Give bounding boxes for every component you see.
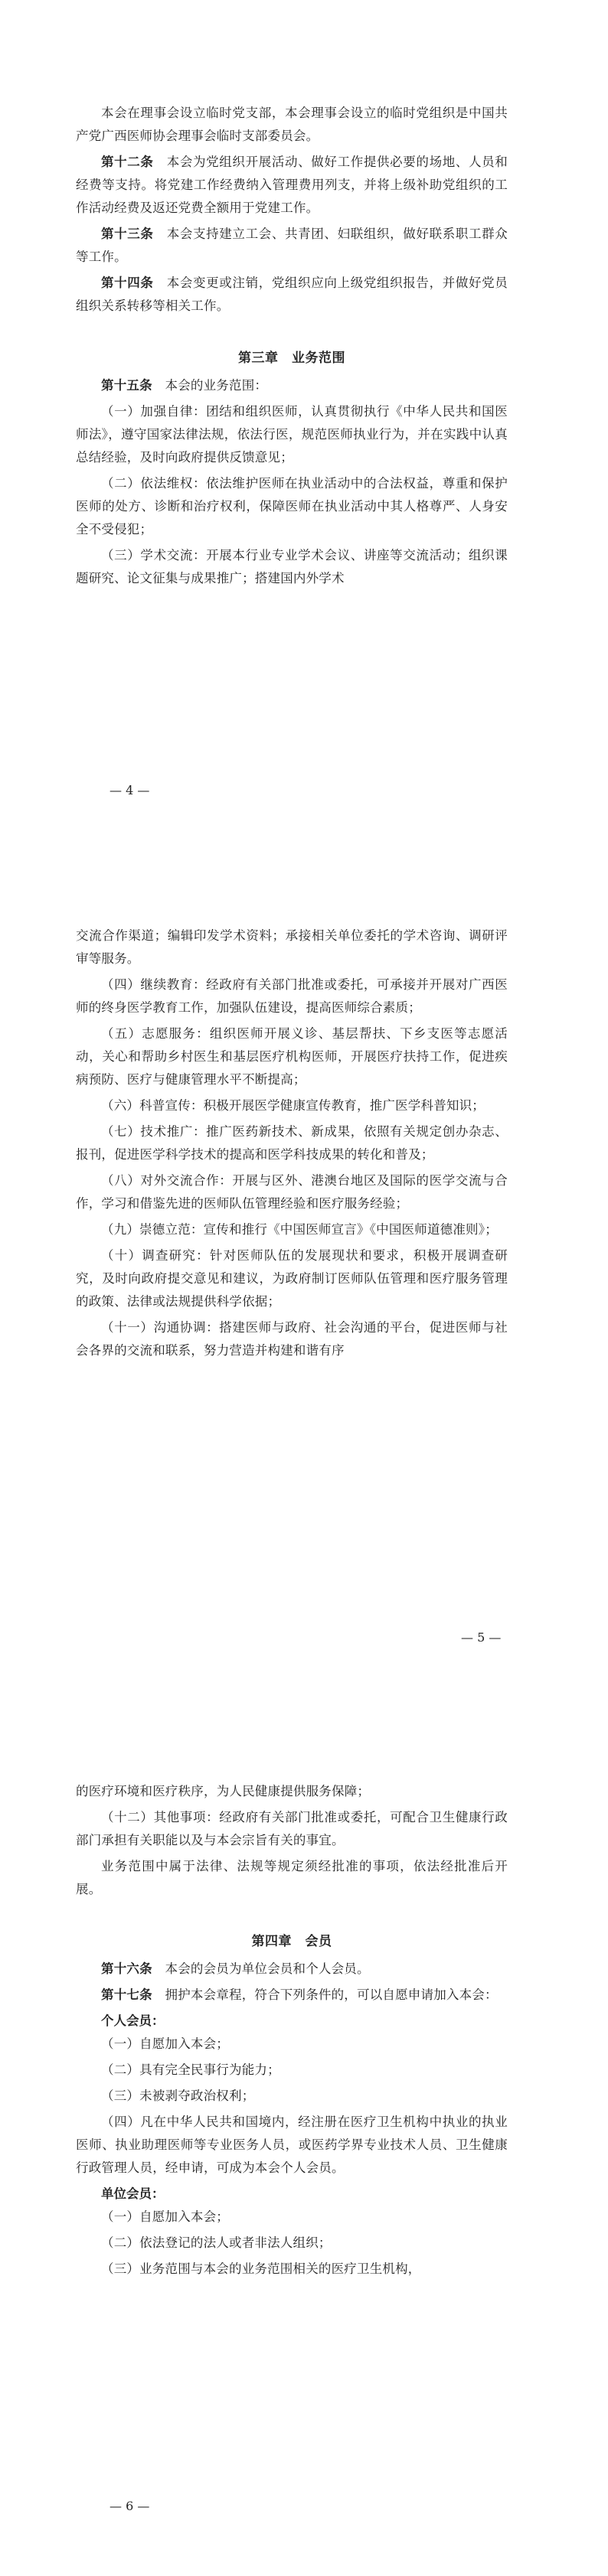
list-item	[76, 544, 508, 590]
paragraph-continued	[76, 1780, 508, 1803]
page-number: — 6 —	[110, 2499, 150, 2513]
paragraph-text: （八）对外交流合作：开展与区外、港澳台地区及国际的医学交流与合作，学习和借鉴先进的医师队伍管理经验和医疗服务经验；	[76, 1173, 508, 1211]
page-4-body	[76, 102, 508, 593]
chapter-heading: 第四章 会员	[251, 1934, 332, 1949]
paragraph-article-17	[76, 1984, 508, 2007]
list-item: （二）依法登记的法人或者非法人组织；	[101, 2235, 332, 2250]
paragraph-text: （一）加强自律：团结和组织医师，认真贯彻执行《中华人民共和国医师法》，遵守国家法律法规，依法行医，规范医师执业行为，并在实践中认真总结经验，及时向政府提供反馈意见；	[76, 404, 508, 465]
article-number: 第十五条	[101, 378, 152, 393]
list-item	[76, 1169, 508, 1215]
list-item	[76, 1022, 508, 1091]
article-number: 第十二条	[101, 155, 154, 169]
list-item	[76, 400, 508, 469]
paragraph-article-13	[76, 223, 508, 269]
list-item: （二）具有完全民事行为能力；	[101, 2062, 280, 2077]
paragraph-text: （六）科普宣传：积极开展医学健康宣传教育，推广医学科普知识；	[101, 1098, 485, 1113]
list-item	[76, 1094, 508, 1117]
paragraph-text: （三）学术交流：开展本行业专业学术会议、讲座等交流活动；组织课题研究、论文征集与成果推广；搭建国内外学术	[76, 548, 508, 585]
list-item	[76, 1806, 508, 1852]
list-item	[76, 1316, 508, 1362]
paragraph-text: （七）技术推广：推广医药新技术、新成果，依照有关规定创办杂志、报刊，促进医学科学技术的提高和医学科技成果的转化和普及；	[76, 1124, 508, 1162]
article-number: 第十六条	[101, 1961, 152, 1976]
paragraph-text: （十一）沟通协调：搭建医师与政府、社会沟通的平台，促进医师与社会各界的交流和联系，努力营造并构建和谐有序	[76, 1320, 508, 1358]
article-number: 第十三条	[101, 227, 154, 241]
paragraph-text: （九）崇德立范：宣传和推行《中国医师宣言》《中国医师道德准则》；	[101, 1222, 498, 1237]
page-6-body	[76, 1780, 508, 2284]
paragraph-text: （十）调查研究：针对医师队伍的发展现状和要求，积极开展调查研究，及时向政府提交意见和建议，为政府制订医师队伍管理和医疗服务管理的政策、法律或法规提供科学依据；	[76, 1248, 508, 1309]
paragraph-text: 拥护本会章程，符合下列条件的，可以自愿申请加入本会：	[152, 1987, 498, 2002]
paragraph-continued	[76, 924, 508, 970]
list-item	[76, 1120, 508, 1166]
document-page-5	[0, 859, 608, 1717]
list-item	[76, 472, 508, 541]
paragraph-text: 交流合作渠道；编辑印发学术资料；承接相关单位委托的学术咨询、调研评审等服务。	[76, 928, 508, 966]
list-item	[76, 973, 508, 1019]
document-page-4	[0, 0, 608, 859]
article-number: 第十四条	[101, 276, 154, 290]
list-item	[76, 1244, 508, 1313]
list-item: （三）未被剥夺政治权利；	[101, 2089, 255, 2103]
paragraph-article-12	[76, 151, 508, 220]
paragraph-text: 本会为党组织开展活动、做好工作提供必要的场地、人员和经费等支持。将党建工作经费纳入管理费用列支，并将上级补助党组织的工作活动经费及返还党费全额用于党建工作。	[76, 155, 508, 215]
page-number: — 5 —	[461, 1630, 502, 1645]
paragraph-text: 本会变更或注销，党组织应向上级党组织报告，并做好党员组织关系转移等相关工作。	[76, 276, 508, 313]
paragraph-text: 本会在理事会设立临时党支部，本会理事会设立的临时党组织是中国共产党广西医师协会理事会临时支部委员会。	[76, 106, 508, 143]
article-number: 第十七条	[101, 1987, 152, 2002]
paragraph-text: （四）继续教育：经政府有关部门批准或委托，可承接并开展对广西医师的终身医学教育工作，加强队伍建设，提高医师综合素质；	[76, 977, 508, 1015]
chapter-heading: 第三章 业务范围	[238, 351, 345, 366]
page-5-body	[76, 924, 508, 1365]
paragraph-article-16	[76, 1958, 508, 1981]
paragraph-article-14	[76, 272, 508, 318]
paragraph-text: 本会支持建立工会、共青团、妇联组织，做好联系职工群众等工作。	[76, 227, 508, 264]
paragraph-article-15	[76, 374, 508, 397]
list-item	[76, 1218, 508, 1241]
list-item: （一）自愿加入本会；	[101, 2036, 229, 2051]
list-item: （三）业务范围与本会的业务范围相关的医疗卫生机构，	[101, 2261, 421, 2276]
document-page-6	[0, 1717, 608, 2576]
paragraph	[76, 102, 508, 148]
paragraph-text: 的医疗环境和医疗秩序，为人民健康提供服务保障；	[76, 1784, 371, 1798]
paragraph-text: 本会的会员为单位会员和个人会员。	[152, 1961, 370, 1976]
paragraph-text: （五）志愿服务：组织医师开展义诊、基层帮扶、下乡支医等志愿活动，关心和帮助乡村医生和基层医疗机构医师，开展医疗扶持工作，促进疾病预防、医疗与健康管理水平不断提高；	[76, 1026, 508, 1087]
paragraph	[76, 1855, 508, 1901]
paragraph-text: （二）依法维权：依法维护医师在执业活动中的合法权益，尊重和保护医师的处方、诊断和治疗权利，保障医师在执业活动中其人格尊严、人身安全不受侵犯；	[76, 476, 508, 536]
paragraph-text: 本会的业务范围：	[152, 378, 268, 393]
subheading-unit-members: 单位会员：	[101, 2186, 165, 2201]
paragraph-text: （十二）其他事项：经政府有关部门批准或委托，可配合卫生健康行政部门承担有关职能以及与本会宗旨有关的事宜。	[76, 1810, 508, 1847]
list-item: （四）凡在中华人民共和国境内，经注册在医疗卫生机构中执业的执业医师、执业助理医师等专业医务人员，或医药学界专业技术人员、卫生健康行政管理人员，经申请，可成为本会个人会员。	[76, 2115, 508, 2175]
list-item: （一）自愿加入本会；	[101, 2209, 229, 2224]
subheading-individual-members: 个人会员：	[101, 2014, 165, 2028]
page-number: — 4 —	[110, 783, 150, 797]
paragraph-text: 业务范围中属于法律、法规等规定须经批准的事项，依法经批准后开展。	[76, 1859, 508, 1896]
